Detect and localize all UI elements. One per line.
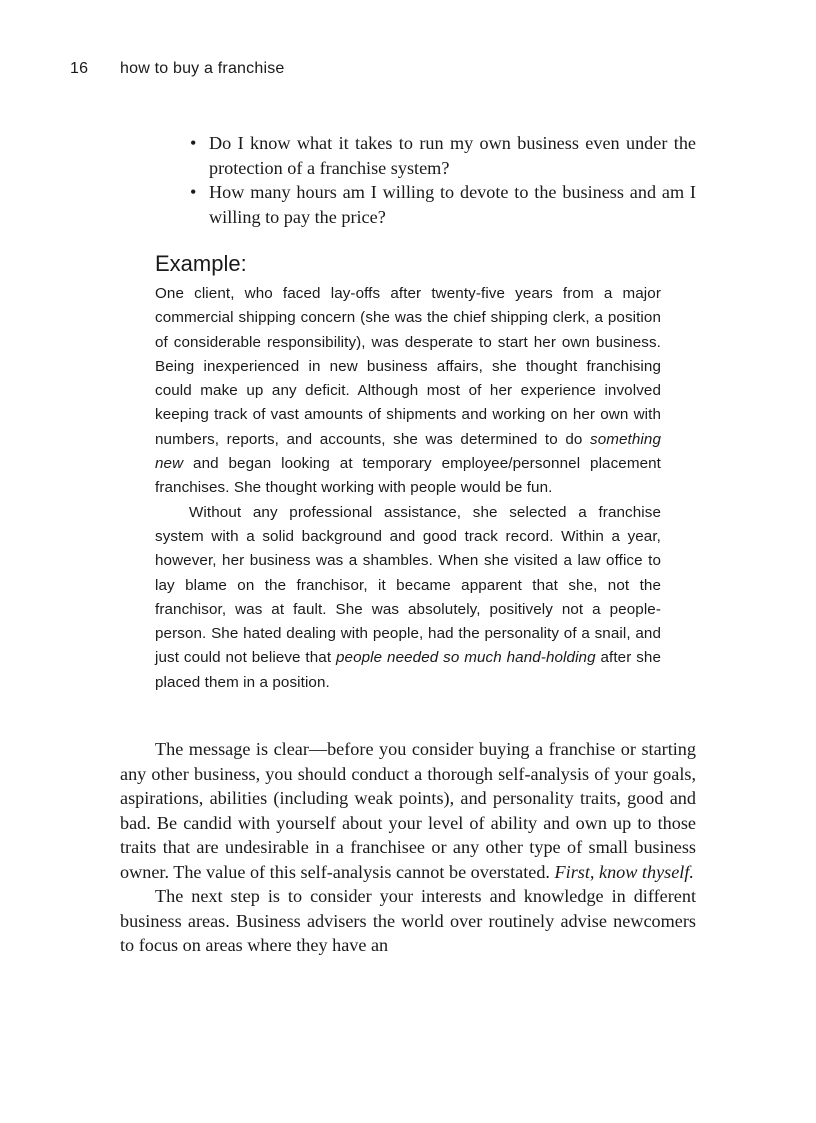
emphasis-text: something new [155,430,661,473]
list-item-text: Do I know what it takes to run my own business even under the protection of a franchise system? [209,133,696,178]
running-head [70,60,285,78]
question-list [190,131,696,229]
running-head-title: how to buy a franchise [120,60,285,77]
example-heading: Example: [155,251,247,276]
example-paragraph: Without any professional assistance, she selected a franchise system with a solid background and good track record. Within a year, however, her business was a shambles. When she visited a law office to lay blame on the franchisor, it became apparent that she, not the franchisor, was at fault. She was absolutely, positively not a people-person. She hated dealing with people, had the personality of a snail, and just could not believe that people needed so much hand-holding after she placed them in a position. [155,503,661,691]
page-number: 16 [70,60,89,77]
example-box [155,251,661,695]
emphasis-text: First, know thyself. [554,861,694,882]
list-item [190,180,696,229]
bullet-icon: • [190,182,197,202]
list-item-text: How many hours am I willing to devote to the business and am I willing to pay the price? [209,182,696,227]
bullet-icon: • [190,133,197,153]
example-paragraph: One client, who faced lay-offs after twenty-five years from a major commercial shipping concern (she was the chief shipping clerk, a position of considerable responsibility), was desperate to start her own business. Being inexperienced in new business affairs, she thought franchising could make up any deficit. Although most of her experience involved keeping track of vast amounts of shipments and working on her own with numbers, reports, and accounts, she was determined to do something new and began looking at temporary employee/personnel placement franchises. She thought working with people would be fun. [155,285,661,497]
list-item [190,131,696,180]
body-text [120,737,696,958]
emphasis-text: people needed so much hand-holding [336,649,596,667]
body-paragraph: The next step is to consider your interests and knowledge in different business areas. Business advisers the world over routinely advise newcomers to focus on areas where they have an [120,886,696,955]
body-paragraph: The message is clear—before you consider buying a franchise or starting any other business, you should conduct a thorough self-analysis of your goals, aspirations, abilities (including weak points), and personality traits, good and bad. Be candid with yourself about your level of ability and own up to those traits that are undesirable in a franchisee or any other type of small business owner. The value of this self-analysis cannot be overstated. First, know thyself. [120,739,696,882]
